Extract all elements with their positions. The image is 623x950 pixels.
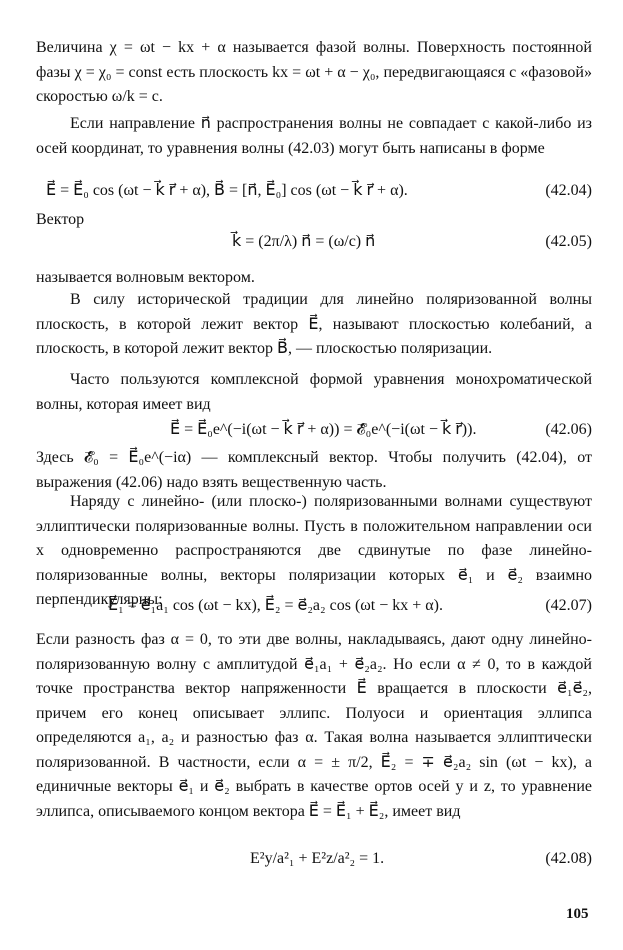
equation-42-08-body: E²y/a²₁ + E²z/a²₂ = 1. [250,850,385,867]
paragraph-4 [36,288,592,362]
equation-42-04-body: E⃗ = E⃗₀ cos (ωt − k⃗ r⃗ + α), B⃗ = [n⃗, E⃗₀] cos (ωt − k⃗ r⃗ + α). [46,182,408,199]
equation-42-04-number: (42.04) [545,182,592,199]
paragraph-1 [36,36,592,110]
equation-42-05-number: (42.05) [545,233,592,250]
equation-42-07-body: E⃗₁ = e⃗₁a₁ cos (ωt − kx), E⃗₂ = e⃗₂a₂ cos (ωt − kx + α). [108,597,443,614]
paragraph-8-text: Если разность фаз α = 0, то эти две волны, накладываясь, дают одну линейно-поляризованную волну с амплитудой e⃗₁a₁ + e⃗₂a₂. Но если α ≠ 0, то в каждой точке пространства вектор напряженности E⃗ вращается в плоскости e⃗₁e⃗₂, причем его конец описывает эллипс. Полуоси и ориентация эллипса определяются a₁, a₂ и разностью фаз α. Такая волна называется эллиптически поляризованной. В частности, если α = ± π/2, E⃗₂ = ∓ e⃗₂a₂ sin (ωt − kx), а единичные векторы e⃗₁ и e⃗₂ выбрать в качестве ортов осей y и z, то уравнение эллипса, описываемого концом вектора E⃗ = E⃗₁ + E⃗₂, имеет вид [36,631,592,820]
paragraph-1-text: Величина χ = ωt − kx + α называется фазой волны. Поверхность постоянной фазы χ = χ₀ = const есть плоскость kx = ωt + α − χ₀, передвигающаяся с «фазовой» скоростью ω/k = c. [36,39,592,105]
equation-42-07-number: (42.07) [545,597,592,614]
equation-42-06-number: (42.06) [545,421,592,438]
paragraph-5 [36,368,592,417]
paragraph-6 [36,446,592,495]
equation-42-08-number: (42.08) [545,850,592,867]
paragraph-3 [36,266,592,291]
paragraph-5-text: Часто пользуются комплексной формой уравнения монохроматической волны, которая имеет вид [36,371,592,413]
paragraph-6-text: Здесь 𝓔⃗₀ = E⃗₀e^(−iα) — комплексный вектор. Чтобы получить (42.04), от выражения (42.06) надо взять вещественную часть. [36,449,592,491]
paragraph-2 [36,112,592,161]
equation-42-05-body: k⃗ = (2π/λ) n⃗ = (ω/c) n⃗ [232,233,376,250]
equation-42-06-body: E⃗ = E⃗₀e^(−i(ωt − k⃗ r⃗ + α)) = 𝓔⃗₀e^(−i(ωt − k⃗ r⃗)). [170,421,477,438]
paragraph-4-text: В силу исторической традиции для линейно поляризованной волны плоскость, в которой лежит вектор E⃗, называют плоскостью колебаний, а плоскость, в которой лежит вектор B⃗, — плоскостью поляризации. [36,291,592,357]
page-number: 105 [566,906,589,922]
paragraph-8 [36,628,592,824]
paragraph-7-text: Наряду с линейно- (или плоско-) поляризованными волнами существуют эллиптически поляризованные волны. Пусть в положительном направлении оси x одновременно распространяются две сдвинутые по фазе линейно-поляризованные волны, векторы поляризации которых e⃗₁ и e⃗₂ взаимно перпендикулярны: [36,493,592,608]
paragraph-2-text: Если направление n⃗ распространения волны не совпадает с какой-либо из осей координат, то уравнения волны (42.03) могут быть написаны в форме [36,115,592,157]
paragraph-3-text: называется волновым вектором. [36,269,255,286]
vector-label: Вектор [36,211,85,228]
